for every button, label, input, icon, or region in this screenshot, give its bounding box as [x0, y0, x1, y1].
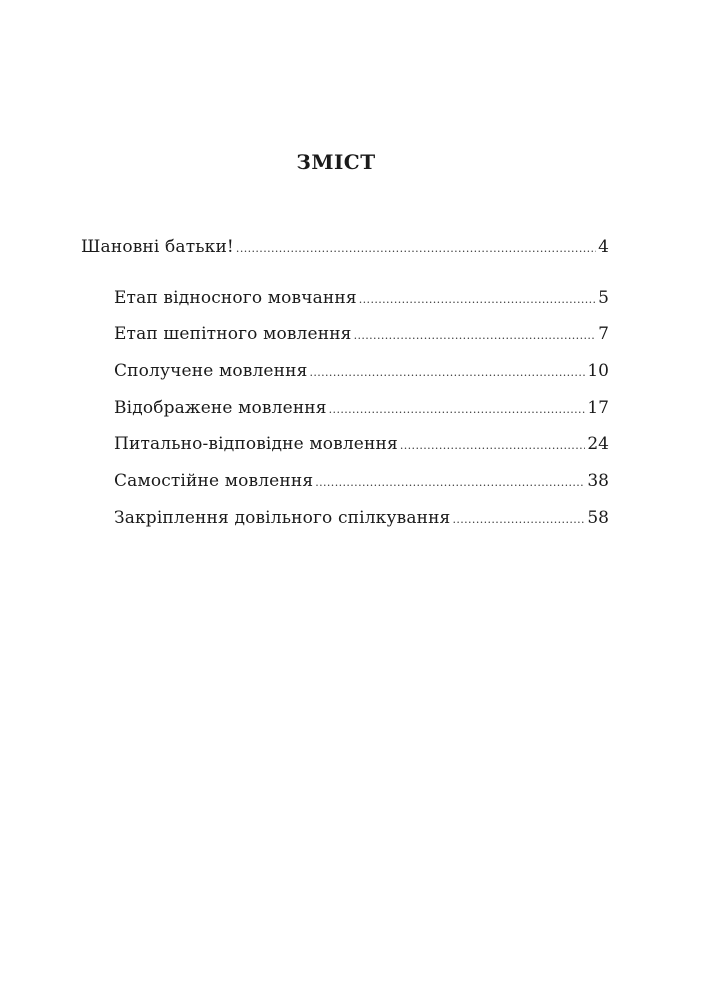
- toc-entry: [114, 397, 609, 421]
- toc-entry: [114, 287, 609, 311]
- toc-entry-label: Сполучене мовлення: [114, 361, 308, 381]
- toc-entry: [114, 360, 609, 384]
- toc-page-number: 5: [598, 288, 609, 308]
- toc-entry-label: Етап відносного мовчання: [114, 288, 357, 308]
- toc-dot-leader: [329, 399, 586, 421]
- toc-page-number: 17: [587, 398, 609, 418]
- toc-dot-leader: [315, 472, 585, 494]
- toc-dot-leader: [309, 362, 585, 384]
- toc-entry: [114, 507, 609, 531]
- toc-dot-leader: [452, 509, 585, 531]
- toc-entry: [81, 236, 609, 260]
- toc-dot-leader: [359, 289, 596, 311]
- toc-entry-label: Шановні батьки!: [81, 237, 234, 257]
- toc-page-number: 7: [598, 324, 609, 344]
- toc-entry: [114, 433, 609, 457]
- toc-page-number: 10: [587, 361, 609, 381]
- toc-entry-label: Етап шепітного мовлення: [114, 324, 352, 344]
- toc-entry-label: Відображене мовлення: [114, 398, 327, 418]
- toc-page-number: 24: [587, 434, 609, 454]
- toc-page-number: 38: [587, 471, 609, 491]
- toc-page-number: 4: [598, 237, 609, 257]
- toc-entry-label: Закріплення довільного спілкування: [114, 508, 451, 528]
- page-title: ЗМІСТ: [296, 150, 376, 174]
- toc-entry: [114, 323, 609, 347]
- toc-entry-label: Самостійне мовлення: [114, 471, 314, 491]
- toc-entry: [114, 470, 609, 494]
- toc-entry-label: Питально-відповідне мовлення: [114, 434, 398, 454]
- toc-dot-leader: [354, 325, 597, 347]
- toc-page-number: 58: [587, 508, 609, 528]
- toc-dot-leader: [400, 435, 586, 457]
- toc-dot-leader: [236, 238, 596, 260]
